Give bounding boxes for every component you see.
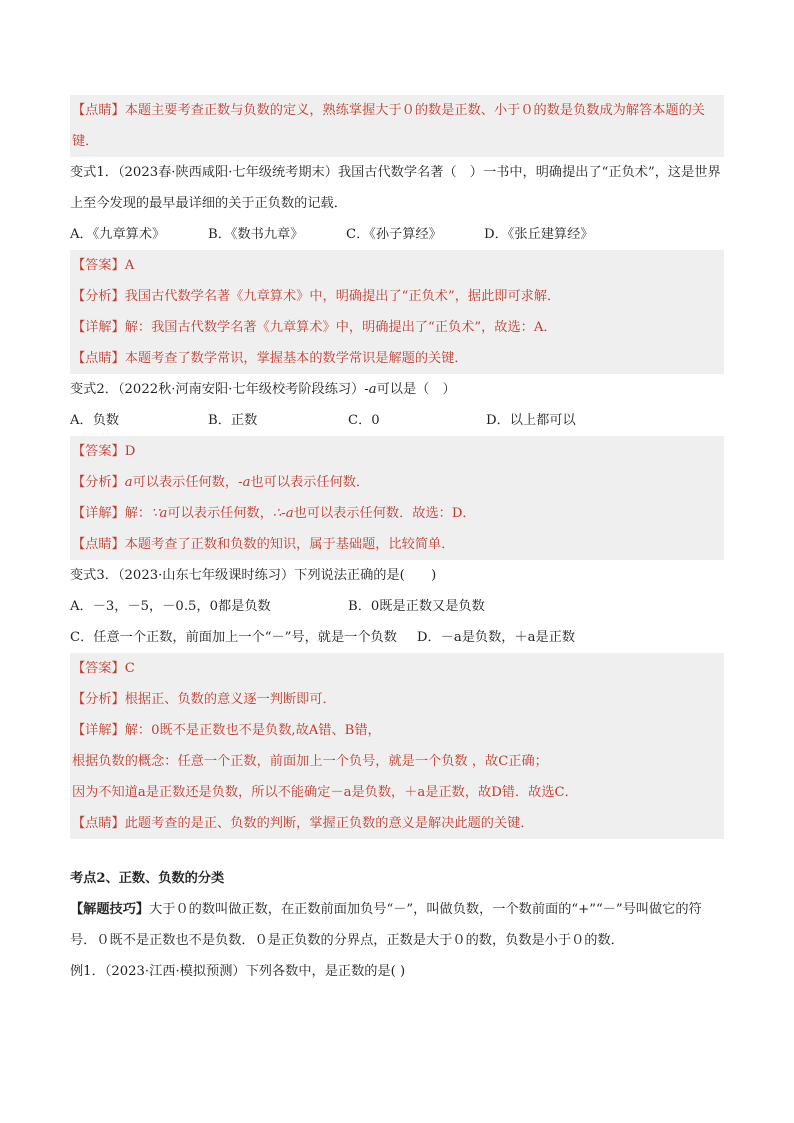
option-a: A．《九章算术》: [70, 227, 166, 242]
option-b: B．正数: [208, 413, 258, 428]
analysis-tag: 【分析】: [72, 475, 125, 490]
dianjing-block: [70, 95, 724, 157]
math-expr: ∵a: [151, 506, 168, 521]
variant3-options-row1: [70, 591, 724, 622]
variant2-question: [70, 374, 724, 405]
dianjing-tag: 【点睛】: [72, 103, 125, 118]
dianjing-tag: 【点睛】: [72, 351, 125, 366]
detail-tag: 【详解】: [72, 723, 125, 738]
answer-block: [70, 653, 724, 684]
analysis-block: [70, 281, 724, 312]
analysis-block: [70, 684, 724, 715]
detail-tag: 【详解】: [72, 320, 125, 335]
detail-text: 解：: [124, 506, 152, 521]
detail-block: [70, 498, 724, 529]
answer-tag: 【答案】: [72, 661, 125, 676]
analysis-text: 也可以表示任何数．: [250, 475, 370, 490]
analysis-text: 根据正、负数的意义逐一判断即可．: [124, 692, 336, 707]
variant3-question: 变式3．（2023·山东七年级课时练习）下列说法正确的是( ): [70, 568, 437, 583]
answer-block: [70, 436, 724, 467]
detail-text: 解：0既不是正数也不是负数,故A错、B错，: [124, 723, 381, 738]
section-heading: 考点2、正数、负数的分类: [70, 871, 225, 886]
option-d: D．《张丘建算经》: [484, 227, 594, 242]
tip-tag: 【解题技巧】: [70, 902, 150, 917]
analysis-block: [70, 467, 724, 498]
analysis-tag: 【分析】: [72, 289, 125, 304]
analysis-text: 我国古代数学名著《九章算术》中，明确提出了“正负术”，据此即可求解．: [124, 289, 561, 304]
analysis-text: 可以表示任何数，: [132, 475, 239, 490]
dianjing-block: [70, 529, 724, 560]
tip-block: [70, 894, 724, 956]
detail-text: 可以表示任何数，: [167, 506, 273, 521]
dianjing-text: 此题考查的是正、负数的判断，掌握正负数的意义是解决此题的关键．: [124, 816, 534, 831]
dianjing-block: [70, 343, 724, 374]
math-expr: a: [124, 475, 133, 490]
answer-text: C: [124, 661, 135, 676]
example1-question: 例1．（2023·江西·模拟预测）下列各数中，是正数的是( ): [70, 964, 406, 979]
option-c: C．任意一个正数，前面加上一个“－”号，就是一个负数: [70, 630, 397, 645]
option-d: D．－a是负数，＋a是正数: [416, 630, 576, 645]
variant1-options: [70, 219, 724, 250]
option-d: D．以上都可以: [486, 413, 576, 428]
tip-text: 大于０的数叫做正数，在正数前面加负号“－”，叫做负数，一个数前面的“+”“－”号叫做它的符号．０既不是正数也不是负数．０是正负数的分界点，正数是大于０的数，负数是小于０的数．: [70, 902, 702, 948]
answer-tag: 【答案】: [72, 258, 125, 273]
detail-block: [70, 312, 724, 343]
option-a: A．－3，－5，－0.5，0都是负数: [70, 599, 271, 614]
detail-text: 解：我国古代数学名著《九章算术》中，明确提出了“正负术”，故选：A．: [124, 320, 557, 335]
math-expr: -a: [364, 382, 377, 397]
question-suffix: 可以是（ ）: [376, 382, 456, 397]
detail-text: 根据负数的概念：任意一个正数，前面加上一个负号，就是一个负数 ，故C正确；: [72, 754, 548, 769]
dianjing-text: 本题考查了数学常识，掌握基本的数学常识是解题的关键．: [124, 351, 468, 366]
analysis-tag: 【分析】: [72, 692, 125, 707]
option-a: A．负数: [70, 413, 120, 428]
dianjing-block: [70, 808, 724, 839]
math-expr: -a: [238, 475, 251, 490]
variant3-options-row2: [70, 622, 724, 653]
option-b: B．《数书九章》: [208, 227, 304, 242]
dianjing-text: 本题主要考查正数与负数的定义，熟练掌握大于０的数是正数、小于０的数是负数成为解答本题的关键．: [72, 103, 705, 149]
question-prefix: 变式2．（2022秋·河南安阳·七年级校考阶段练习）: [70, 382, 365, 397]
dianjing-tag: 【点睛】: [72, 537, 125, 552]
variant1-question: 变式1．（2023春·陕西咸阳·七年级统考期末）我国古代数学名著（ ）一书中，明确提出了“正负术”，这是世界上至今发现的最早最详细的关于正负数的记载．: [70, 165, 721, 211]
variant2-options: [70, 405, 724, 436]
document-page: [70, 95, 724, 987]
answer-block: [70, 250, 724, 281]
dianjing-text: 本题考查了正数和负数的知识，属于基础题，比较简单．: [124, 537, 455, 552]
option-b: B．0既是正数又是负数: [348, 599, 485, 614]
detail-tag: 【详解】: [72, 506, 125, 521]
answer-text: D: [124, 444, 136, 459]
answer-tag: 【答案】: [72, 444, 125, 459]
detail-block: [70, 715, 724, 808]
dianjing-tag: 【点睛】: [72, 816, 125, 831]
option-c: C．0: [348, 413, 380, 428]
detail-text: 因为不知道a是正数还是负数，所以不能确定－a是负数，＋a是正数，故D错．故选C．: [72, 785, 578, 800]
math-expr: ∴-a: [272, 506, 294, 521]
detail-text: 也可以表示任何数．故选：D．: [293, 506, 476, 521]
answer-text: A: [124, 258, 135, 273]
option-c: C．《孙子算经》: [346, 227, 442, 242]
